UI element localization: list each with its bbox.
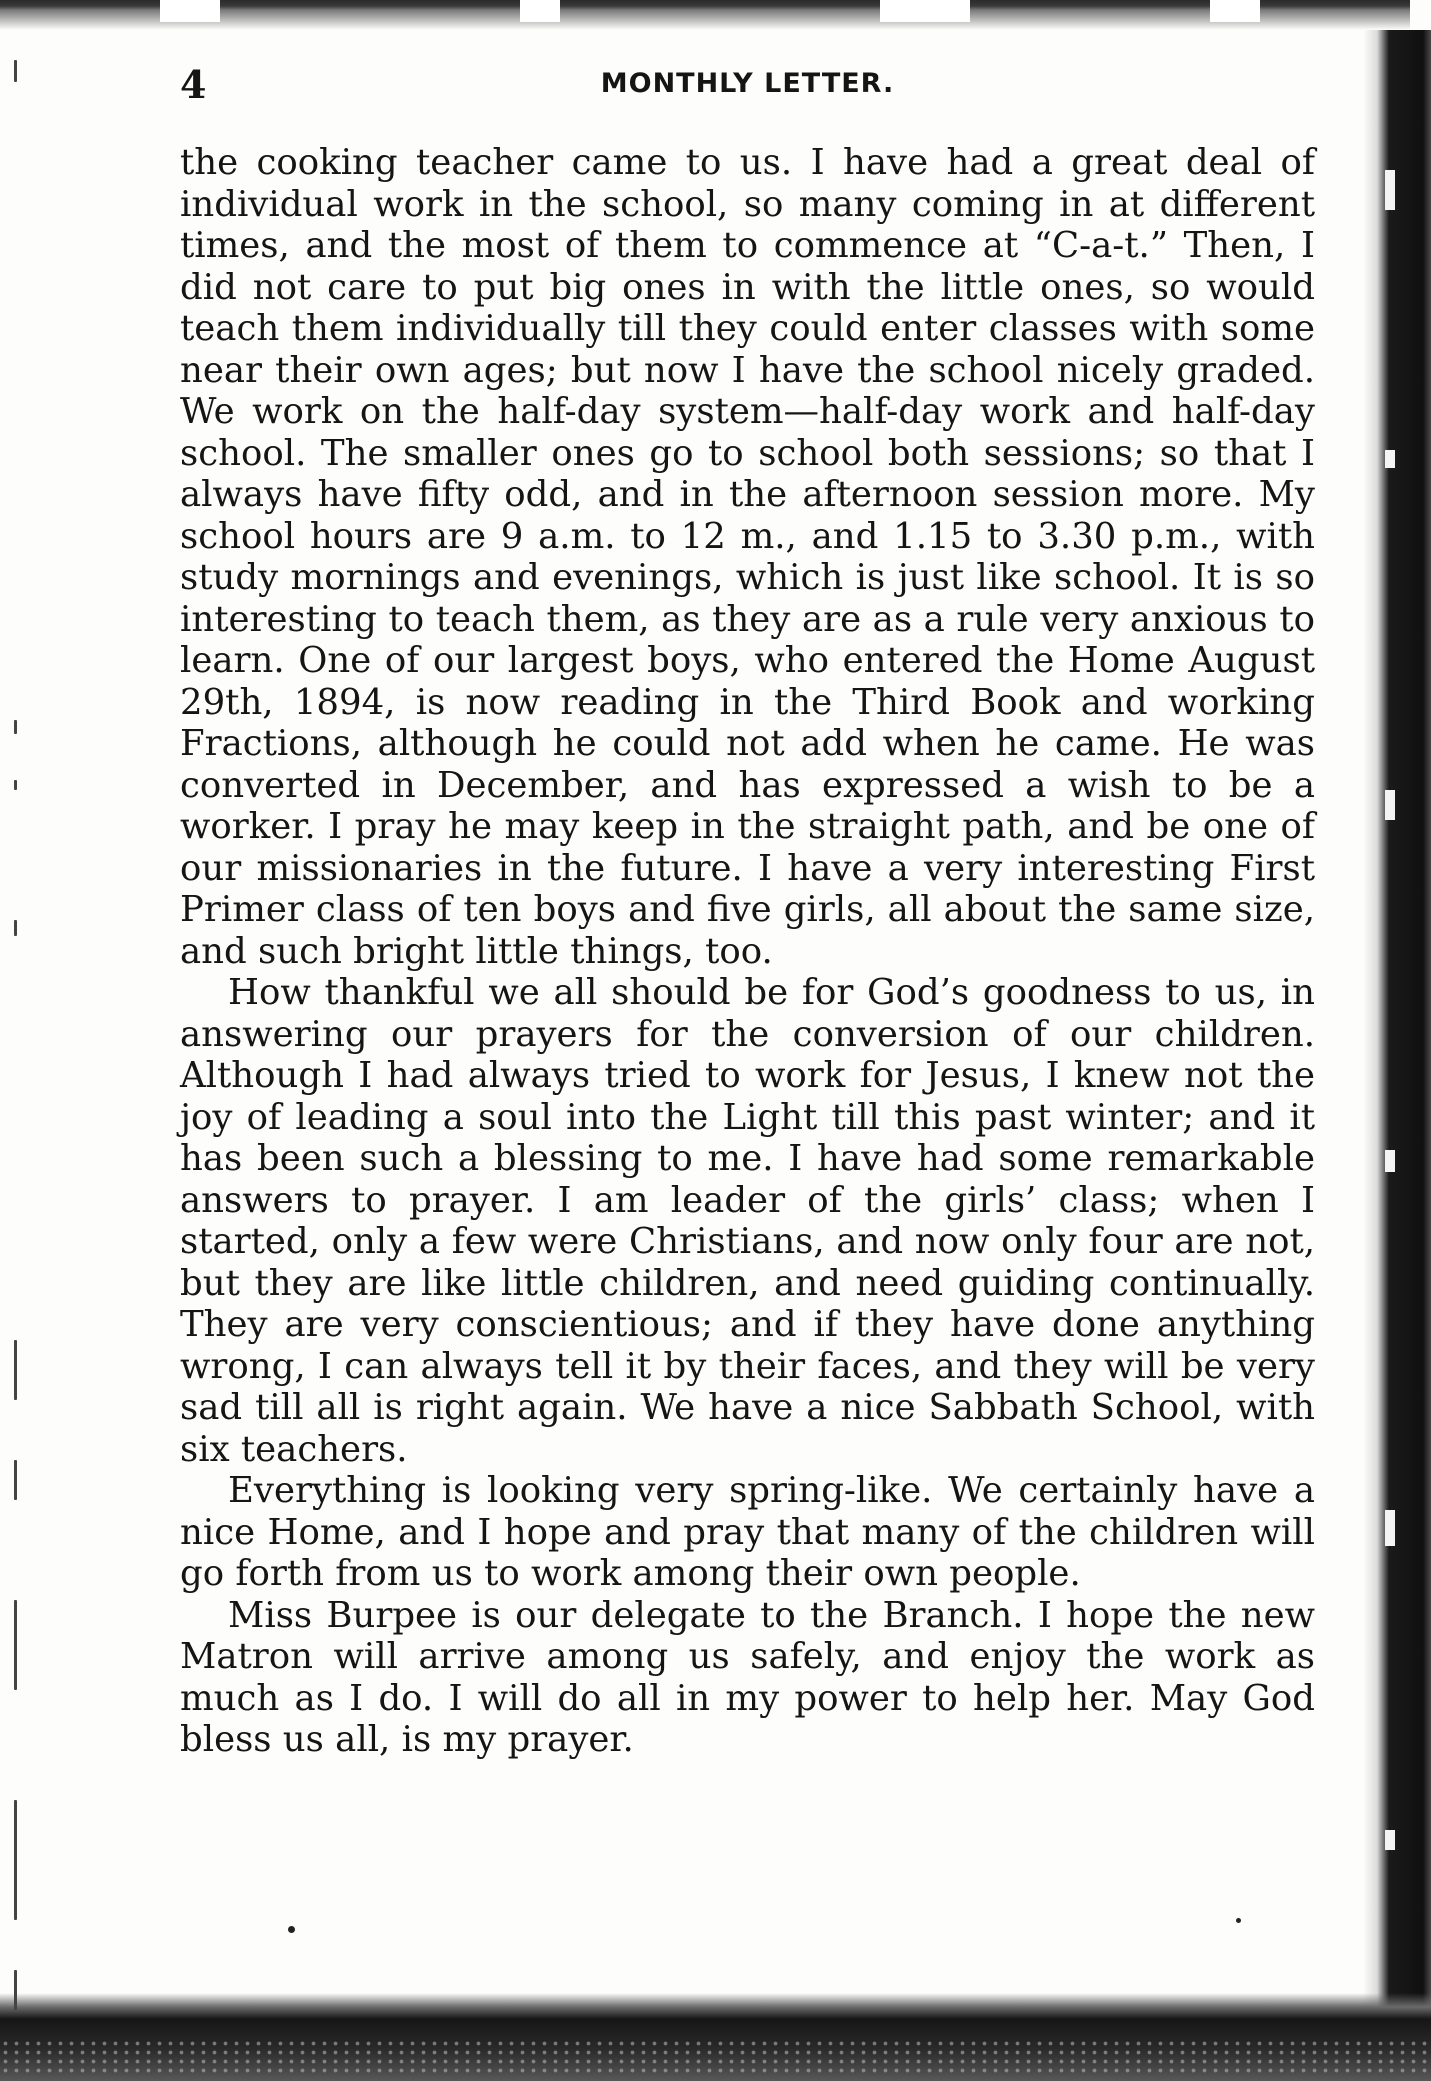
page-header [180, 62, 1315, 110]
paragraph-1: the cooking teacher came to us. I have had a great deal of individual work in the school, so many coming in at different times, and the most of them to commence at “C-a-t.” Then, I did not care to put big ones in with the little ones, so would teach them individually till they could enter classes with some near their own ages; but now I have the school nicely graded. We work on the half-day system—half-day work and half-day school. The smaller ones go to school both sessions; so that I always have fifty odd, and in the afternoon session more. My school hours are 9 a.m. to 12 m., and 1.15 to 3.30 p.m., with study mornings and evenings, which is just like school. It is so interesting to teach them, as they are as a rule very anxious to learn. One of our largest boys, who entered the Home August 29th, 1894, is now reading in the Third Book and working Fractions, although he could not add when he came. He was converted in December, and has expressed a wish to be a worker. I pray he may keep in the straight path, and be one of our missionaries in the future. I have a very interesting First Primer class of ten boys and five girls, all about the same size, and such bright little things, too. [180, 142, 1315, 972]
paragraph-3: Everything is looking very spring-like. We certainly have a nice Home, and I hope and pray that many of the children will go forth from us to work among their own people. [180, 1470, 1315, 1594]
letter-body [180, 142, 1315, 1761]
paragraph-2: How thankful we all should be for God’s goodness to us, in answering our prayers for the conversion of our children. Although I had always tried to work for Jesus, I knew not the joy of leading a soul into the Light till this past winter; and it has been such a blessing to me. I have had some remarkable answers to prayer. I am leader of the girls’ class; when I started, only a few were Christians, and now only four are not, but they are like little children, and need guiding continually. They are very conscientious; and if they have done anything wrong, I can always tell it by their faces, and they will be very sad till all is right again. We have a nice Sabbath School, with six teachers. [180, 972, 1315, 1470]
scan-edge-bottom [0, 1993, 1431, 2081]
ink-speck [288, 1926, 295, 1933]
page-number: 4 [180, 62, 207, 107]
paragraph-4: Miss Burpee is our delegate to the Branch. I hope the new Matron will arrive among us safely, and enjoy the work as much as I do. I will do all in my power to help her. May God bless us all, is my prayer. [180, 1594, 1315, 1760]
scan-edge-top [0, 0, 1410, 30]
scan-edge-right [1363, 30, 1431, 2030]
running-head: MONTHLY LETTER. [600, 68, 895, 99]
margin-scan-marks [14, 40, 44, 2030]
ink-speck [1236, 1918, 1241, 1923]
